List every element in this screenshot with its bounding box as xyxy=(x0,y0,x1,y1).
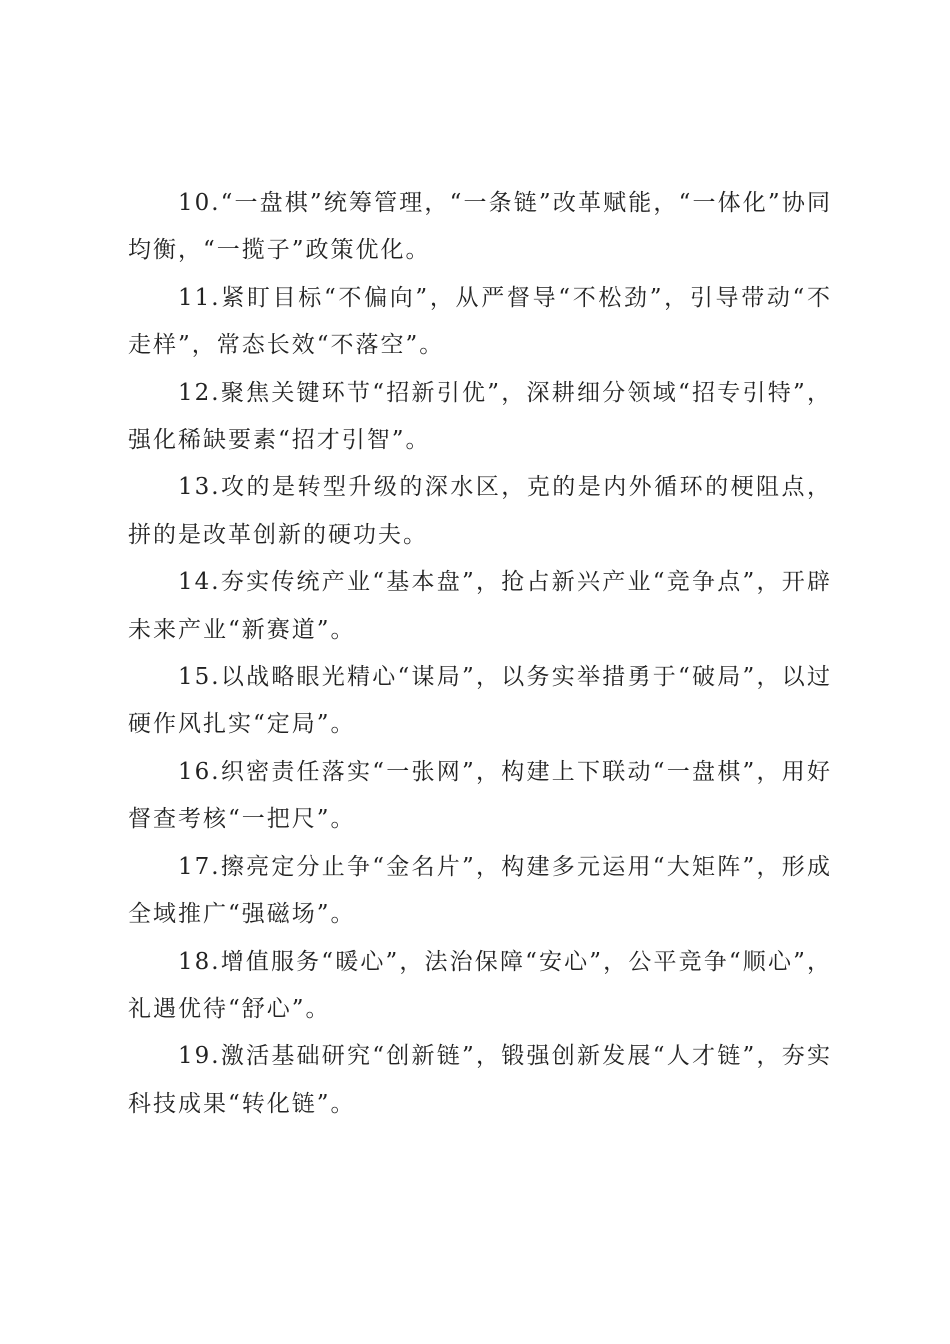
list-item-13: 13.攻的是转型升级的深水区，克的是内外循环的梗阻点，拼的是改革创新的硬功夫。 xyxy=(128,474,832,548)
list-item-14: 14.夯实传统产业“基本盘”，抢占新兴产业“竞争点”，开辟未来产业“新赛道”。 xyxy=(128,569,832,643)
list-item-16: 16.织密责任落实“一张网”，构建上下联动“一盘棋”，用好督查考核“一把尺”。 xyxy=(128,758,832,833)
list-item-15: 15.以战略眼光精心“谋局”，以务实举措勇于“破局”，以过硬作风扎实“定局”。 xyxy=(128,664,832,738)
document-body xyxy=(128,180,832,1128)
list-item-12: 12.聚焦关键环节“招新引优”，深耕细分领域“招专引特”，强化稀缺要素“招才引智”。 xyxy=(128,379,832,454)
list-item-18: 18.增值服务“暖心”，法治保障“安心”，公平竞争“顺心”，礼遇优待“舒心”。 xyxy=(128,948,832,1022)
list-item-11: 11.紧盯目标“不偏向”，从严督导“不松劲”，引导带动“不走样”，常态长效“不落空”。 xyxy=(128,284,832,359)
list-item-19: 19.激活基础研究“创新链”，锻强创新发展“人才链”，夯实科技成果“转化链”。 xyxy=(128,1043,832,1117)
list-item-10: 10.“一盘棋”统筹管理，“一条链”改革赋能，“一体化”协同均衡，“一揽子”政策优化。 xyxy=(128,190,832,264)
list-item-17: 17.擦亮定分止争“金名片”，构建多元运用“大矩阵”，形成全域推广“强磁场”。 xyxy=(128,853,832,928)
